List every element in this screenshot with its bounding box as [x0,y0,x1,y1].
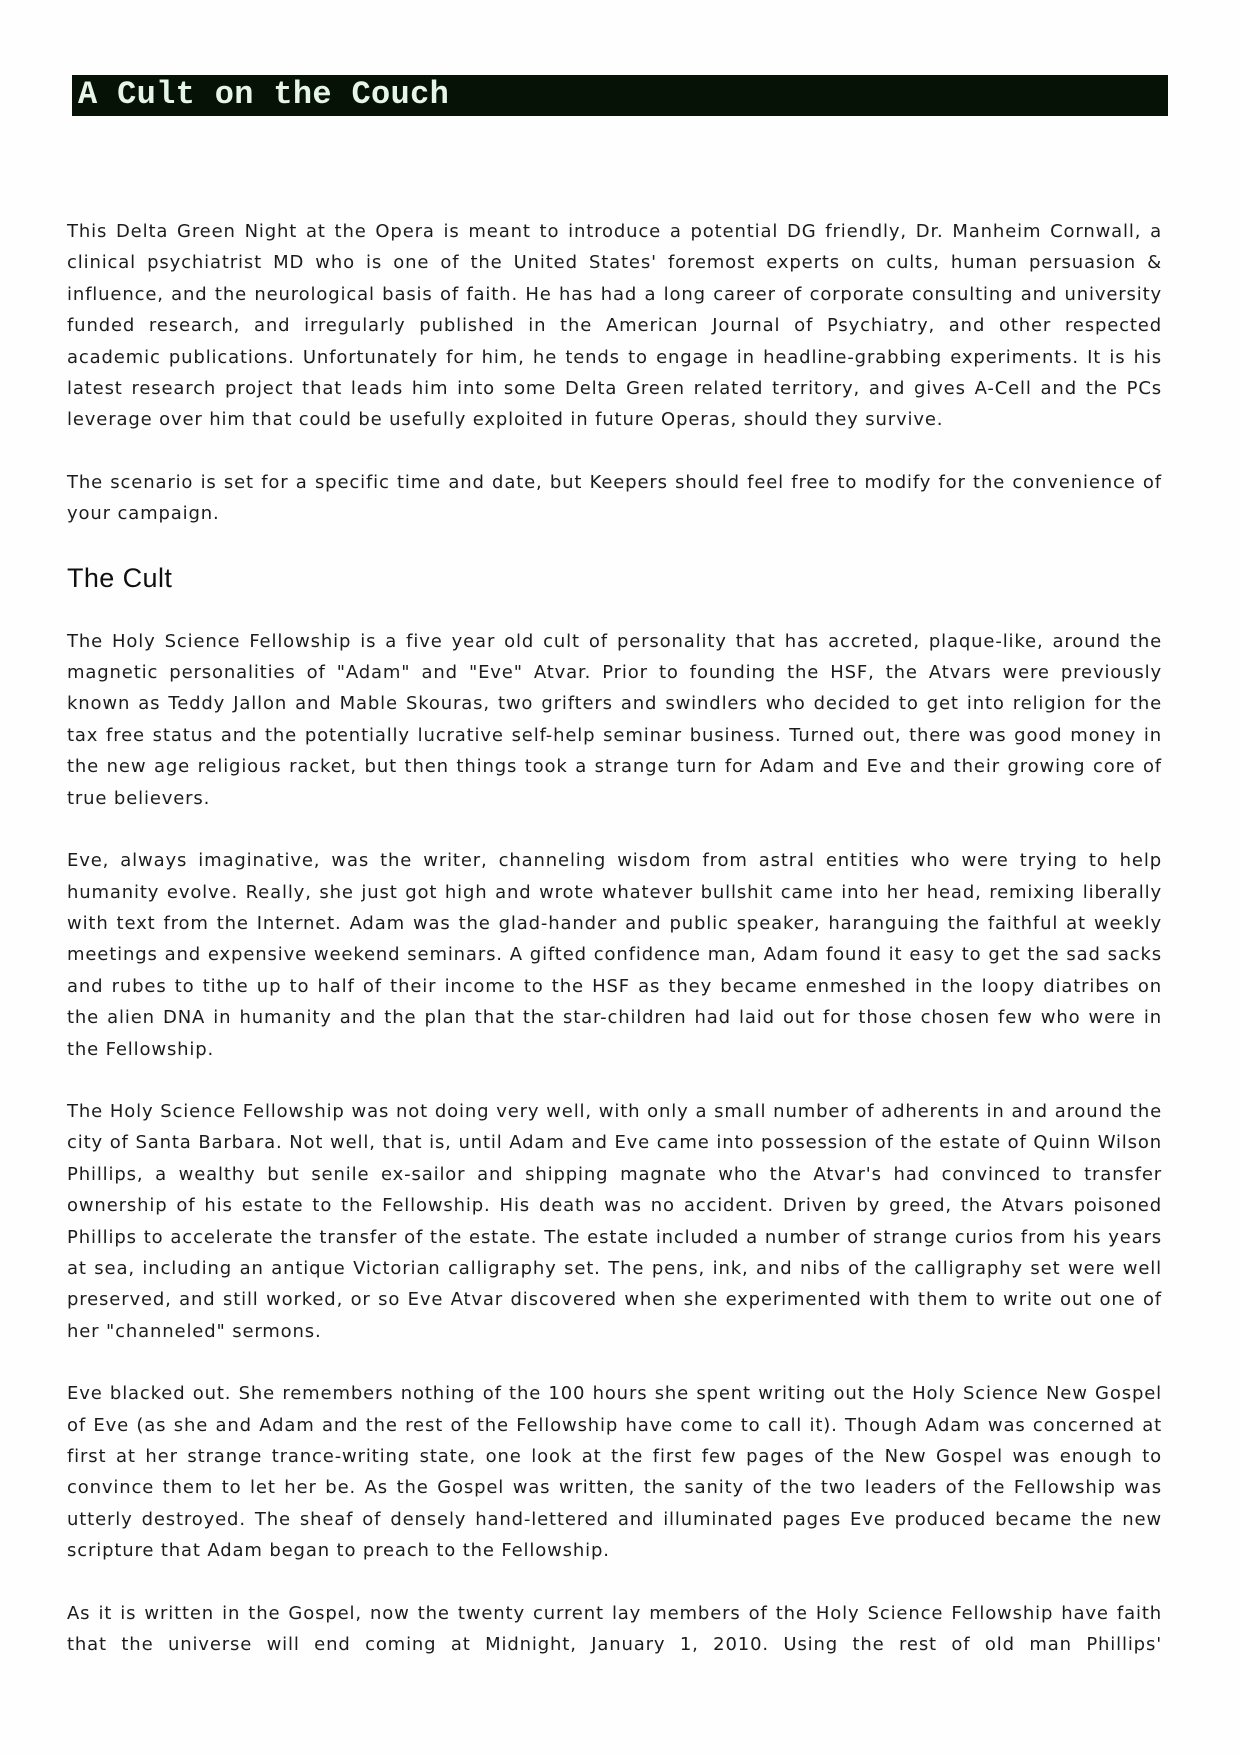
title-banner [72,75,1168,116]
section-heading-the-cult: The Cult [67,562,173,593]
paragraph-cult-1: The Holy Science Fellowship is a five year old cult of personality that has accreted, plaque-like, around the magnetic personalities of "Adam" and "Eve" Atvar. Prior to founding the HSF, the Atvars were previously known as Teddy Jallon and Mable Skouras, two grifters and swindlers who decided to get into religion for the tax free status and the potentially lucrative self-help seminar business. Turned out, there was good money in the new age religious racket, but then things took a strange turn for Adam and Eve and their growing core of true believers. [67,630,1162,809]
document-title: A Cult on the Couch [78,76,450,113]
paragraph-cult-4: Eve blacked out. She remembers nothing of the 100 hours she spent writing out the Holy Science New Gospel of Eve (as she and Adam and the rest of the Fellowship have come to call it). Though Adam was concerned at first at her strange trance-writing state, one look at the first few pages of the New Gospel was enough to convince them to let her be. As the Gospel was written, the sanity of the two leaders of the Fellowship was utterly destroyed. The sheaf of densely hand-lettered and illuminated pages Eve produced became the new scripture that Adam began to preach to the Fellowship. [67,1383,1162,1562]
document-body [67,216,1162,1660]
paragraph-cult-3: The Holy Science Fellowship was not doing very well, with only a small number of adherents in and around the city of Santa Barbara. Not well, that is, until Adam and Eve came into possession of the estate of Quinn Wilson Phillips, a wealthy but senile ex-sailor and shipping magnate who the Atvar's had convinced to transfer ownership of his estate to the Fellowship. His death was no accident. Driven by greed, the Atvars poisoned Phillips to accelerate the transfer of the estate. The estate included a number of strange curios from his years at sea, including an antique Victorian calligraphy set. The pens, ink, and nibs of the calligraphy set were well preserved, and still worked, or so Eve Atvar discovered when she experimented with them to write out one of her "channeled" sermons. [67,1100,1162,1342]
paragraph-cult-2: Eve, always imaginative, was the writer, channeling wisdom from astral entities who were trying to help humanity evolve. Really, she just got high and wrote whatever bullshit came into her head, remixing liberally with text from the Internet. Adam was the glad-hander and public speaker, haranguing the faithful at weekly meetings and expensive weekend seminars. A gifted confidence man, Adam found it easy to get the sad sacks and rubes to tithe up to half of their income to the HSF as they became enmeshed in the loopy diatribes on the alien DNA in humanity and the plan that the star-children had laid out for those chosen few who were in the Fellowship. [67,850,1162,1060]
paragraph-cult-5-continued: As it is written in the Gospel, now the twenty current lay members of the Holy Science Fellowship have faith that the universe will end coming at Midnight, January 1, 2010. Using the rest of old man Phillips' [67,1602,1162,1656]
paragraph-intro-2: The scenario is set for a specific time and date, but Keepers should feel free to modify for the convenience of your campaign. [67,471,1162,525]
paragraph-intro-1: This Delta Green Night at the Opera is meant to introduce a potential DG friendly, Dr. Manheim Cornwall, a clinical psychiatrist MD who is one of the United States' foremost experts on cults, human persuasion & influence, and the neurological basis of faith. He has had a long career of corporate consulting and university funded research, and irregularly published in the American Journal of Psychiatry, and other respected academic publications. Unfortunately for him, he tends to engage in headline-grabbing experiments. It is his latest research project that leads him into some Delta Green related territory, and gives A-Cell and the PCs leverage over him that could be usefully exploited in future Operas, should they survive. [67,221,1162,431]
